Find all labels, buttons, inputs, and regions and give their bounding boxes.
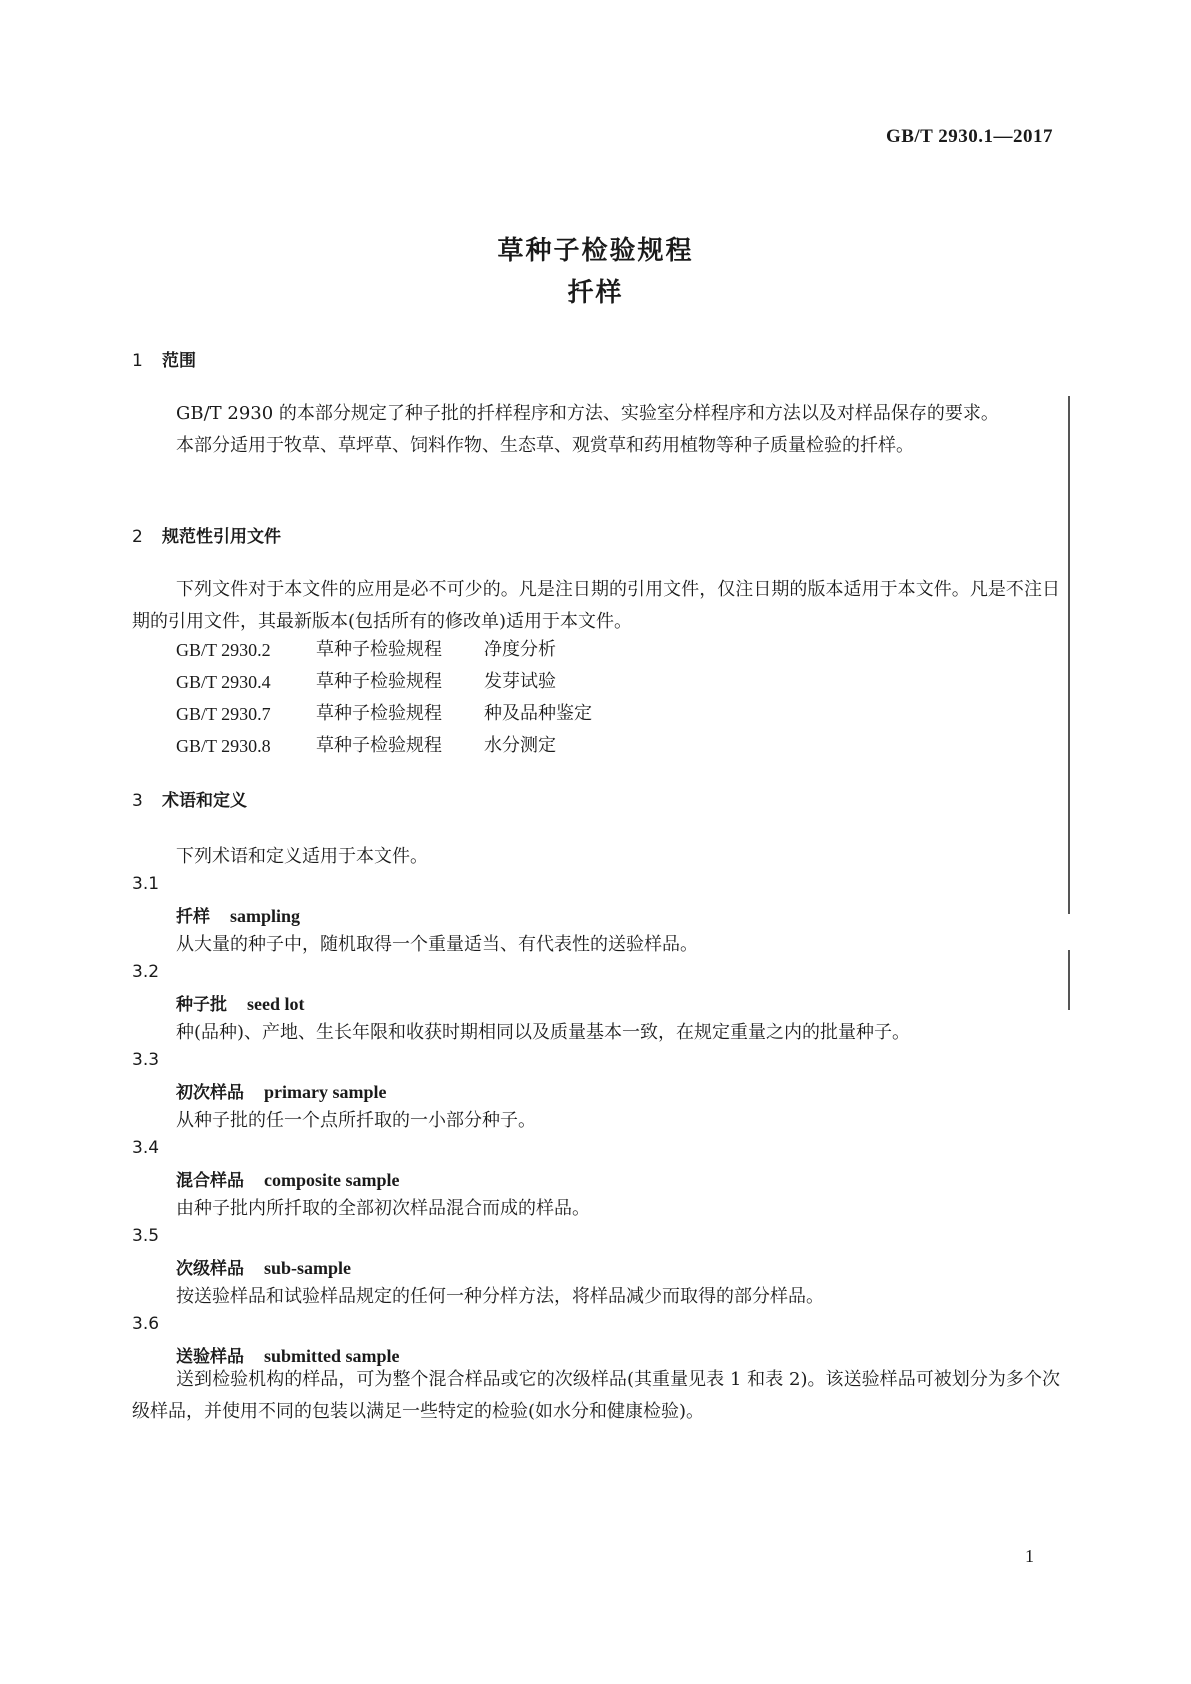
section-title: 规范性引用文件 [162,527,281,547]
term-number: 3.2 [132,962,160,982]
reference-subtitle: 净度分析 [484,639,556,660]
term-en: composite sample [264,1170,400,1190]
reference-item [176,634,592,666]
document-subtitle: 扦样 [567,278,624,308]
reference-subtitle: 种及品种鉴定 [484,703,592,724]
section-number: 1 [132,351,143,371]
term-zh: 次级样品 [176,1259,244,1279]
term-zh: 混合样品 [176,1171,244,1191]
term-definition: 按送验样品和试验样品规定的任何一种分样方法，将样品减少而取得的部分样品。 [176,1286,824,1307]
term-definition [132,1364,1060,1428]
term-zh: 送验样品 [176,1347,244,1367]
term-number: 3.3 [132,1050,160,1070]
reference-title: 草种子检验规程 [316,735,442,756]
term-zh: 初次样品 [176,1083,244,1103]
term-en: primary sample [264,1082,387,1102]
term-heading [176,902,300,927]
section-2-heading [132,522,281,547]
section-2-body [132,574,1060,638]
section-1-heading [132,346,196,371]
reference-title: 草种子检验规程 [316,671,442,692]
paragraph: 本部分适用于牧草、草坪草、饲料作物、生态草、观赏草和药用植物等种子质量检验的扦样。 [176,435,914,456]
term-number: 3.4 [132,1138,160,1158]
reference-title: 草种子检验规程 [316,639,442,660]
reference-subtitle: 发芽试验 [484,671,556,692]
paragraph: 下列文件对于本文件的应用是必不可少的。凡是注日期的引用文件，仅注日期的版本适用于本文件。凡是不注日期的引用文件，其最新版本(包括所有的修改单)适用于本文件。 [132,579,1060,632]
reference-subtitle: 水分测定 [484,735,556,756]
term-definition: 从大量的种子中，随机取得一个重量适当、有代表性的送验样品。 [176,934,698,955]
reference-code: GB/T 2930.7 [176,704,271,724]
section-3-heading [132,786,247,811]
term-definition: 从种子批的任一个点所扦取的一小部分种子。 [176,1110,536,1131]
reference-item [176,666,592,698]
reference-title: 草种子检验规程 [316,703,442,724]
standard-code: GB/T 2930.1—2017 [885,126,1053,147]
section-3-intro: 下列术语和定义适用于本文件。 [176,846,428,867]
section-number: 2 [132,527,143,547]
reference-code: GB/T 2930.8 [176,736,271,756]
reference-item [176,698,592,730]
document-title: 草种子检验规程 [497,236,694,266]
reference-code: GB/T 2930.4 [176,672,271,692]
reference-item [176,730,592,762]
term-heading [176,990,305,1015]
section-title: 范围 [162,351,196,371]
term-zh: 种子批 [176,995,227,1015]
term-number: 3.5 [132,1226,160,1246]
term-definition: 由种子批内所扦取的全部初次样品混合而成的样品。 [176,1198,590,1219]
section-1-body [132,398,1060,462]
term-heading [176,1166,399,1191]
term-en: sub-sample [264,1258,352,1278]
change-bar [1068,950,1070,1010]
paragraph: GB/T 2930 的本部分规定了种子批的扦样程序和方法、实验室分样程序和方法以及对样品保存的要求。 [176,403,999,424]
section-title: 术语和定义 [162,791,247,811]
term-en: seed lot [247,994,305,1014]
term-heading [176,1254,351,1279]
term-heading [176,1078,386,1103]
term-definition: 种(品种)、产地、生长年限和收获时期相同以及质量基本一致，在规定重量之内的批量种子。 [176,1022,911,1043]
term-number: 3.1 [132,874,160,894]
term-en: submitted sample [264,1346,400,1366]
term-number: 3.6 [132,1314,160,1334]
term-zh: 扦样 [176,907,210,927]
section-number: 3 [132,791,143,811]
paragraph: 送到检验机构的样品，可为整个混合样品或它的次级样品(其重量见表 1 和表 2)。该送验样品可被划分为多个次级样品，并使用不同的包装以满足一些特定的检验(如水分和健康检验)。 [132,1369,1060,1422]
page-number: 1 [1025,1546,1034,1566]
term-en: sampling [230,906,301,926]
reference-code: GB/T 2930.2 [176,640,271,660]
change-bar [1068,396,1070,914]
normative-references [176,634,592,762]
